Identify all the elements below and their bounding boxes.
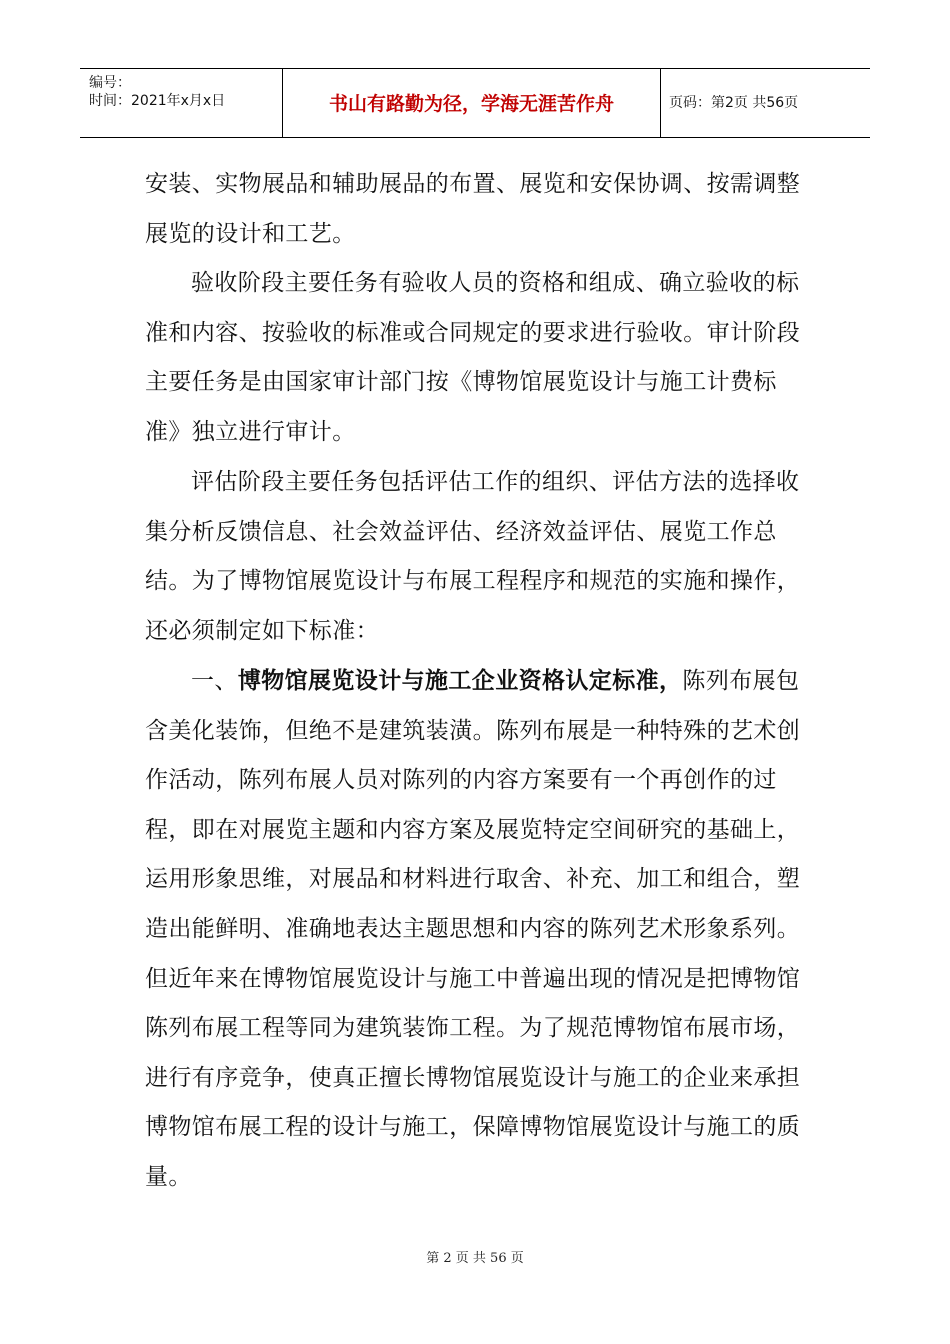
document-number-label: 编号：: [89, 75, 131, 91]
header-info-cell: [80, 69, 283, 137]
header-page-cell: [661, 69, 870, 137]
document-date-label: 时间：2021年x月x日: [89, 93, 226, 109]
body-paragraph-4: [145, 657, 805, 1203]
page-header: [80, 68, 870, 138]
paragraph-4-heading: 博物馆展览设计与施工企业资格认定标准，: [237, 668, 683, 694]
paragraph-4-text: 陈列布展包含美化装饰，但绝不是建筑装潢。陈列布展是一种特殊的艺术创作活动，陈列布展人员对陈列的内容方案要有一个再创作的过程，即在对展览主题和内容方案及展览特定空间研究的基础上，运用形象思维，对展品和材料进行取舍、补充、加工和组合，塑造出能鲜明、准确地表达主题思想和内容的陈列艺术形象系列。但近年来在博物馆展览设计与施工中普遍出现的情况是把博物馆陈列布展工程等同为建筑装饰工程。为了规范博物馆布展市场，进行有序竞争，使真正擅长博物馆展览设计与施工的企业来承担博物馆布展工程的设计与施工，保障博物馆展览设计与施工的质量。: [145, 668, 801, 1190]
body-paragraph-3: 评估阶段主要任务包括评估工作的组织、评估方法的选择收集分析反馈信息、社会效益评估、经济效益评估、展览工作总结。为了博物馆展览设计与布展工程程序和规范的实施和操作，还必须制定如下标准：: [145, 469, 801, 644]
page-footer: 第 2 页 共 56 页: [426, 1251, 524, 1266]
header-motto: 书山有路勤为径，学海无涯苦作舟: [328, 93, 614, 115]
body-paragraph-1: 安装、实物展品和辅助展品的布置、展览和安保协调、按需调整展览的设计和工艺。: [145, 171, 801, 247]
body-paragraph-2: 验收阶段主要任务有验收人员的资格和组成、确立验收的标准和内容、按验收的标准或合同规定的要求进行验收。审计阶段主要任务是由国家审计部门按《博物馆展览设计与施工计费标准》独立进行审计。: [145, 270, 801, 445]
header-motto-cell: [283, 69, 661, 137]
paragraph-4-prefix: 一、: [191, 668, 238, 694]
header-page-code: 页码：第2页 共56页: [669, 95, 799, 111]
